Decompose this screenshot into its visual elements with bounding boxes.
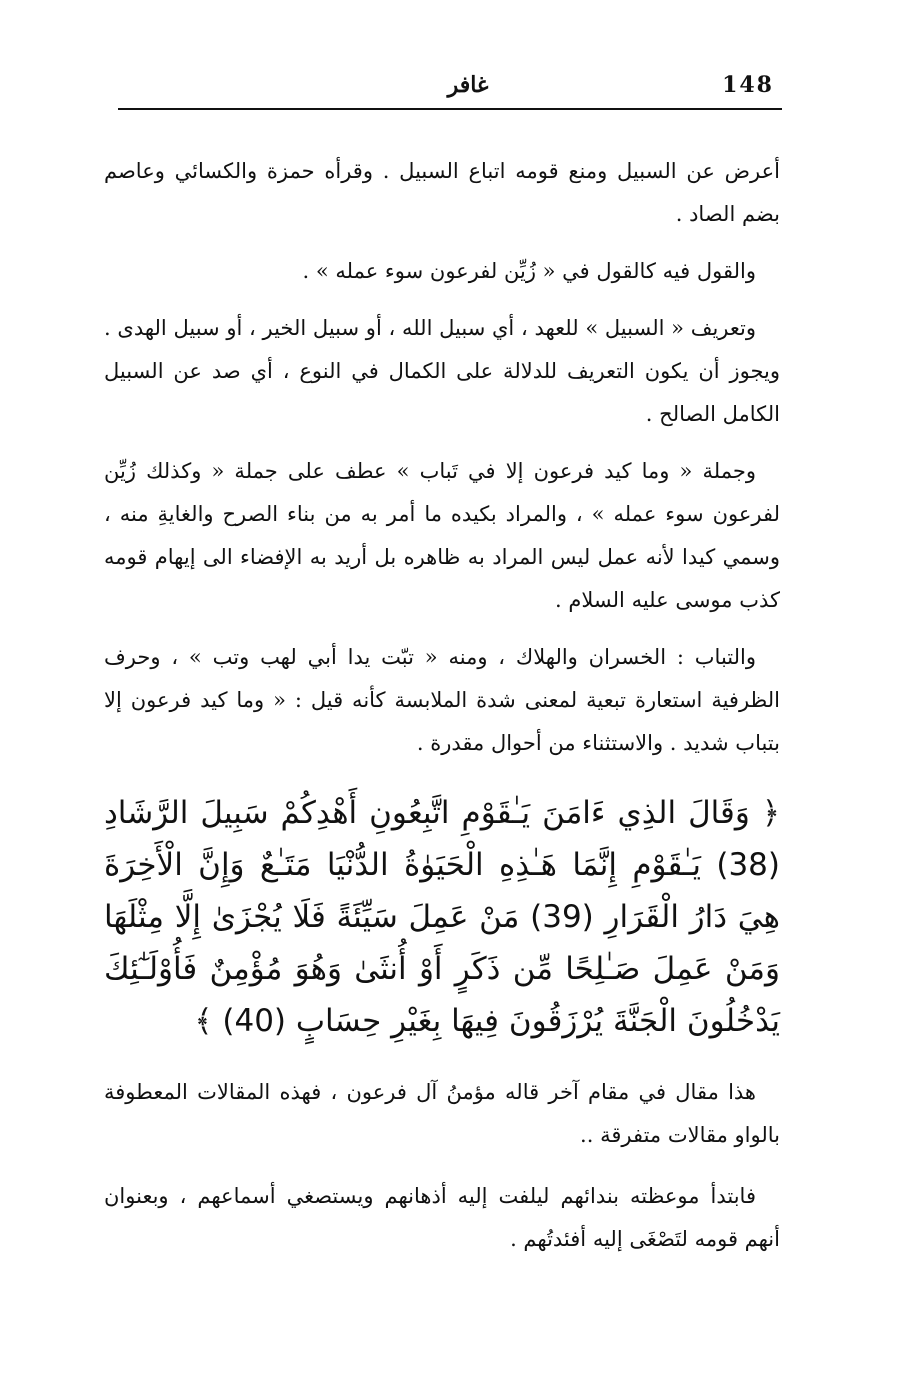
paragraph-2: والقول فيه كالقول في « زُيِّن لفرعون سوء عمله » . bbox=[302, 259, 756, 283]
page-body bbox=[104, 150, 780, 1275]
quran-verse-block: ﴿ وَقَالَ الذِي ءَامَنَ يَـٰقَوْمِ اتَّبِعُونِ أَهْدِكُمْ سَبِيلَ الرَّشَادِ (38) يَـٰقَوْمِ إِنَّمَا هَـٰذِهِ الْحَيَوٰةُ الدُّنْيَا مَتَـٰعٌ وَإِنَّ الْأَخِرَةَ هِيَ دَارُ الْقَرَارِ (39) مَنْ عَمِلَ سَيِّئَةً فَلَا يُجْزَىٰ إِلَّا مِثْلَهَا وَمَنْ عَمِلَ صَـٰلِحًا مِّن ذَكَرٍ أَوْ أُنثَىٰ وَهُوَ مُؤْمِنٌ فَأُوْلَـٰٓئِكَ يَدْخُلُونَ الْجَنَّةَ يُرْزَقُونَ فِيهَا بِغَيْرِ حِسَابٍ (40) ﴾ bbox=[104, 795, 780, 1039]
page-header bbox=[118, 72, 780, 106]
paragraph-7: فابتدأ موعظته بندائهم ليلفت إليه أذهانهم ويستصغي أسماعهم ، وبعنوان أنهم قومه لتَصْغَى إليه أفئدتُهم . bbox=[104, 1184, 780, 1251]
paragraph-1: أعرض عن السبيل ومنع قومه اتباع السبيل . وقرأه حمزة والكسائي وعاصم بضم الصاد . bbox=[104, 159, 780, 226]
paragraph-6: هذا مقال في مقام آخر قاله مؤمنُ آل فرعون ، فهذه المقالات المعطوفة بالواو مقالات متفرقة .. bbox=[104, 1080, 780, 1147]
header-divider bbox=[118, 108, 782, 110]
page-number: 148 bbox=[722, 72, 774, 98]
paragraph-3: وتعريف « السبيل » للعهد ، أي سبيل الله ، أو سبيل الخير ، أو سبيل الهدى . ويجوز أن يكون التعريف للدلالة على الكمال في النوع ، أي صد عن السبيل الكامل الصالح . bbox=[104, 316, 780, 426]
paragraph-4: وجملة « وما كيد فرعون إلا في تَباب » عطف على جملة « وكذلك زُيِّن لفرعون سوء عمله » ، والمراد بكيده ما أمر به من بناء الصرح والغايةِ منه ، وسمي كيدا لأنه عمل ليس المراد به ظاهره بل أريد به الإفضاء الى إيهام قومه كذب موسى عليه السلام . bbox=[104, 459, 780, 612]
running-title: غافر bbox=[447, 72, 489, 98]
paragraph-5: والتباب : الخسران والهلاك ، ومنه « تبّت يدا أبي لهب وتب » ، وحرف الظرفية استعارة تبعية لمعنى شدة الملابسة كأنه قيل : « وما كيد فرعون إلا بتباب شديد . والاستثناء من أحوال مقدرة . bbox=[104, 645, 780, 755]
